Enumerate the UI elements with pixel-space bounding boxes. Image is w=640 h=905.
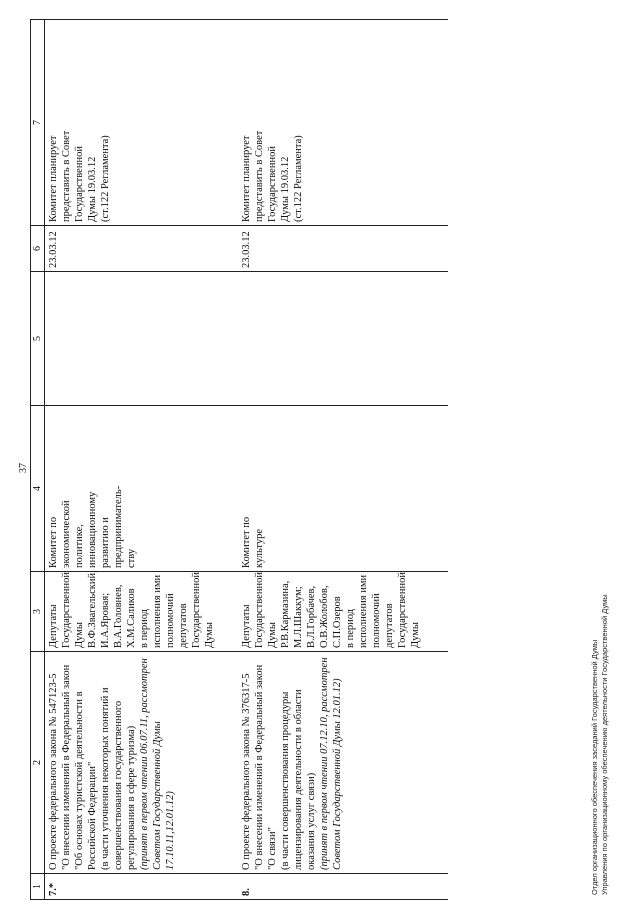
bill-authors-line: полномочий	[371, 593, 382, 648]
bill-authors-line: Депутаты	[241, 604, 252, 648]
page-number: 37	[18, 463, 29, 473]
bill-description-italic-line: (принят в первом чтении 06.07.11, рассмотрен	[139, 658, 150, 870]
responsible-committee-line: Комитет по	[241, 516, 252, 568]
committee-note-line: представить в Совет	[254, 130, 265, 222]
bill-authors-line: Государственной	[397, 572, 408, 648]
responsible-committee-line: предприниматель-	[113, 485, 124, 568]
gap-cell	[218, 20, 238, 226]
bottom-cell	[424, 226, 448, 272]
bill-description-line: "О внесении изменений в Федеральный закон	[254, 664, 265, 870]
committee-note-line: Думы 19.03.12	[87, 156, 98, 222]
bill-authors-line: Государственной	[61, 572, 72, 648]
header-col-2: 2	[31, 652, 45, 874]
gap-cell	[218, 652, 238, 874]
bill-authors-line: депутатов	[384, 603, 395, 648]
gap-cell	[218, 874, 238, 900]
committee-note	[238, 20, 424, 226]
gap-cell	[218, 272, 238, 406]
row-number	[45, 874, 219, 900]
gap-cell	[218, 406, 238, 572]
committee-note-line: Комитет планирует	[241, 135, 252, 222]
bill-description-line: О проекте федерального закона № 376317-5	[241, 673, 252, 870]
bill-authors-line: О.В.Жолобов,	[319, 585, 330, 648]
bill-authors	[45, 572, 219, 652]
gap-cell	[218, 572, 238, 652]
bottom-cell	[424, 572, 448, 652]
header-col-3: 3	[31, 572, 45, 652]
responsible-committee-line: Комитет по	[48, 516, 59, 568]
bottom-cell	[424, 272, 448, 406]
bill-description-line: "О связи"	[267, 827, 278, 870]
committee-note	[45, 20, 219, 226]
committee-note-line: представить в Совет	[61, 130, 72, 222]
bill-authors-line: Думы	[267, 622, 278, 648]
row-number	[238, 874, 424, 900]
bill-description-line: "Об основах туристской деятельности в	[74, 691, 85, 870]
bill-description-line: О проекте федерального закона № 547123-5	[48, 673, 59, 870]
date-cell-text: 23.03.12	[241, 231, 252, 268]
responsible-committee-line: ству	[126, 548, 137, 568]
bottom-cell	[424, 406, 448, 572]
responsible-committee-line: культуре	[254, 529, 265, 568]
row-gap	[218, 20, 238, 900]
bill-authors	[238, 572, 424, 652]
bill-description-line: совершенствования государственного	[113, 700, 124, 870]
date-cell	[45, 226, 219, 272]
bill-authors-line: М.Л.Шаккум;	[293, 586, 304, 648]
bill-authors-line: депутатов	[178, 603, 189, 648]
bill-authors-line: полномочий	[165, 593, 176, 648]
bottom-cell	[424, 20, 448, 226]
committee-note-line: Комитет планирует	[48, 135, 59, 222]
header-col-5: 5	[31, 272, 45, 406]
responsible-committee-line: инновационному	[87, 491, 98, 568]
bill-authors-line: Р.В.Кармазина,	[280, 580, 291, 648]
header-row	[31, 20, 45, 900]
col5-cell	[45, 272, 219, 406]
responsible-committee	[238, 406, 424, 572]
row-number-text: 7.*	[48, 882, 59, 896]
table-bottom	[424, 20, 448, 900]
date-cell-text: 23.03.12	[48, 231, 59, 268]
bill-authors-line: Государственной	[191, 572, 202, 648]
bottom-cell	[424, 874, 448, 900]
bill-authors-line: В.Л.Горбачев,	[306, 585, 317, 648]
footer	[590, 35, 610, 895]
committee-note-line: (ст.122 Регламента)	[100, 135, 111, 222]
bill-authors-line: Х.М.Саликов	[126, 588, 137, 648]
col5-cell	[238, 272, 424, 406]
bill-authors-line: Думы	[204, 622, 215, 648]
bill-description-line: "О внесении изменений в Федеральный закон	[61, 664, 72, 870]
bill-authors-line: в период	[139, 608, 150, 648]
responsible-committee-line: развитию и	[100, 517, 111, 568]
date-cell	[238, 226, 424, 272]
row-number-text: 8.	[241, 888, 252, 896]
bill-description-italic-line: Советом Государственной Думы 12.01.12)	[332, 678, 343, 870]
bill-description-italic-line: Советом Государственной Думы	[152, 721, 163, 870]
bill-authors-line: В.А.Головнев,	[113, 584, 124, 648]
bill-description	[45, 652, 219, 874]
bill-description-line: оказания услуг связи)	[306, 772, 317, 870]
footer-line: Отдел организационного обеспечения заседаний Государственной Думы	[590, 639, 599, 895]
responsible-committee-line: экономической	[61, 500, 72, 568]
committee-note-line: Думы 19.03.12	[280, 156, 291, 222]
table-row	[45, 20, 219, 900]
bill-authors-line: исполнения ими	[152, 574, 163, 648]
header-col-4: 4	[31, 406, 45, 572]
bill-authors-line: Депутаты	[48, 604, 59, 648]
footer-line: Управления по организационному обеспечению деятельности Государственной Думы	[600, 594, 609, 895]
bill-authors-line: С.П.Озеров	[332, 596, 343, 648]
bill-description-line: лицензирования деятельности в области	[293, 689, 304, 870]
bill-authors-line: Думы	[410, 622, 421, 648]
bill-description	[238, 652, 424, 874]
bill-authors-line: исполнения ими	[358, 574, 369, 648]
bill-description-italic-line: 17.10.11,12.01.12)	[165, 791, 176, 870]
bill-authors-line: Думы	[74, 622, 85, 648]
bill-authors-line: в период	[345, 608, 356, 648]
responsible-committee	[45, 406, 219, 572]
committee-note-line: (ст.122 Регламента)	[293, 135, 304, 222]
header-col-1: 1	[31, 874, 45, 900]
bill-description-line: Российской Федерации"	[87, 761, 98, 870]
responsible-committee-line: политике,	[74, 524, 85, 568]
bills-table	[30, 19, 448, 900]
bottom-cell	[424, 652, 448, 874]
committee-note-line: Государственной	[74, 146, 85, 222]
committee-note-line: Государственной	[267, 146, 278, 222]
bill-authors-line: В.Ф.Звагельский,	[87, 570, 98, 648]
bill-description-line: (в части уточнения некоторых понятий и	[100, 687, 111, 870]
bill-description-line: (в части совершенствования процедуры	[280, 691, 291, 870]
bill-description-italic-line: (принят в первом чтении 07.12.10, рассмотрен	[319, 657, 330, 870]
bill-authors-line: И.А.Яровая;	[100, 592, 111, 648]
header-col-7: 7	[31, 20, 45, 226]
table-row	[238, 20, 424, 900]
gap-cell	[218, 226, 238, 272]
header-col-6: 6	[31, 226, 45, 272]
bill-description-line: регулирования в сфере туризма)	[126, 725, 137, 870]
bill-authors-line: Государственной	[254, 572, 265, 648]
